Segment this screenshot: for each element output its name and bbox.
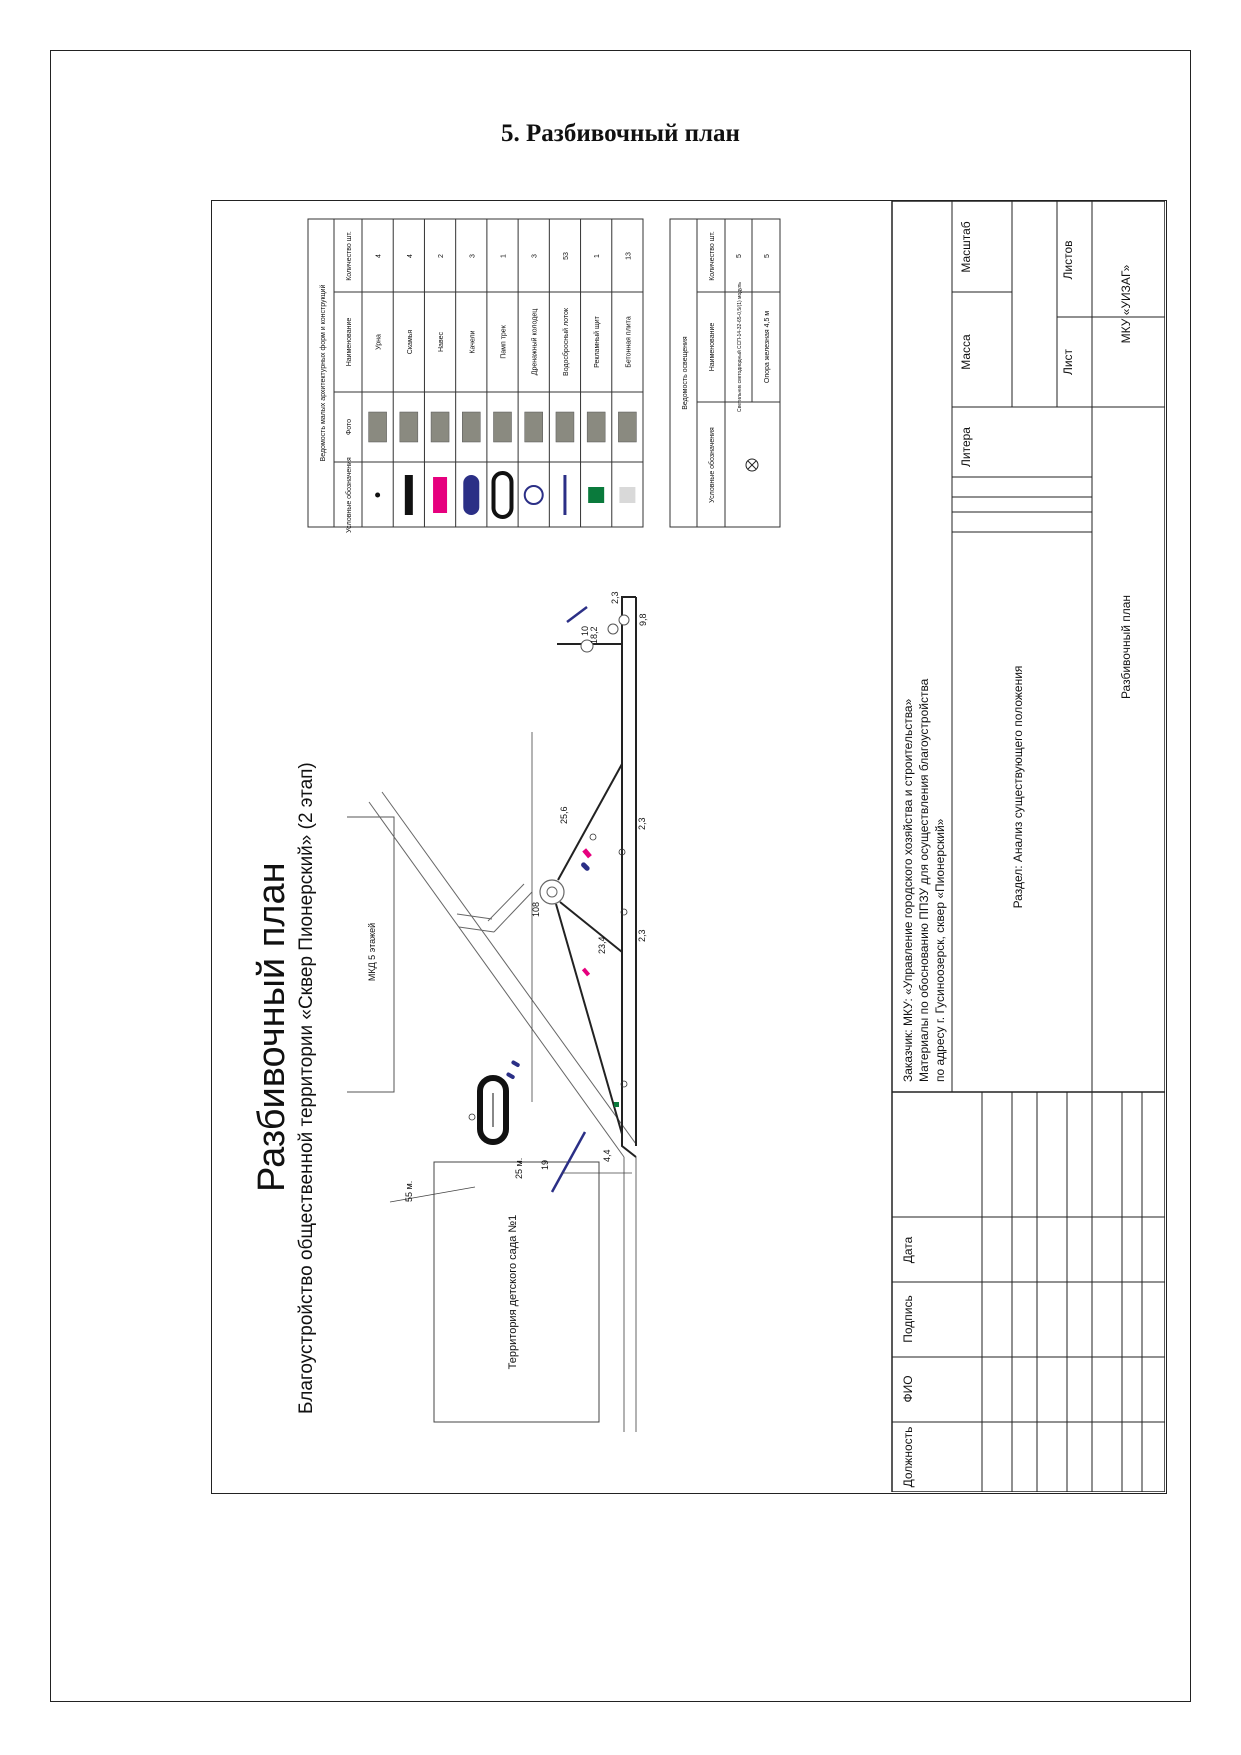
light-header-qty: Количество шт. [709, 231, 716, 281]
stamp-list: Лист [1061, 348, 1075, 376]
dim-10: 10 [580, 625, 590, 636]
stamp-col-signature: Подпись [901, 1295, 915, 1343]
bench-symbol-icon [405, 475, 413, 515]
stamp-col-date: Дата [901, 1236, 915, 1264]
canopy [582, 968, 590, 977]
dimension-lines [390, 732, 632, 1202]
page-heading: 5. Разбивочный план [501, 120, 740, 147]
light-caption: Ведомость освещения [682, 336, 689, 410]
plan-title: Разбивочный план [251, 862, 293, 1192]
urn-symbol-icon [375, 493, 380, 498]
stamp-col-name: ФИО [901, 1375, 915, 1403]
stamp-customer: Заказчик: МКУ: «Управление городского хозяйства и строительства» [901, 698, 915, 1082]
maf-row-qty: 3 [531, 254, 539, 258]
maf-row-qty: 1 [594, 254, 602, 258]
photo-thumbnail [494, 412, 512, 442]
stamp-materials: Материалы по обоснованию ППЗУ для осуществления благоустройства [917, 678, 931, 1082]
stamp-mass: Масса [959, 334, 973, 370]
billboard [614, 1102, 619, 1107]
stamp-org: МКУ «УИЗАГ» [1119, 264, 1133, 344]
dim-2-3-a: 2,3 [637, 929, 647, 942]
billboard-symbol-icon [588, 487, 604, 503]
stamp-lists: Листов [1061, 240, 1075, 280]
drain-well-symbol-icon [525, 486, 543, 504]
maf-header-name: Наименование [346, 317, 353, 367]
dim-2-3-b: 2,3 [637, 817, 647, 830]
photo-thumbnail [462, 412, 480, 442]
drain-well [619, 615, 629, 625]
maf-row-name: Водосбросный лоток [562, 308, 570, 376]
concrete-slab-symbol-icon [619, 487, 635, 503]
maf-header-photo: Фото [346, 418, 353, 436]
maf-row-name: Навес [438, 332, 446, 352]
canopy [582, 848, 592, 858]
swing [506, 1072, 516, 1080]
swing [511, 1060, 521, 1068]
maf-row-qty: 53 [562, 252, 570, 260]
light-table [670, 219, 780, 527]
photo-thumbnail [525, 412, 543, 442]
dim-18-2: 18,2 [589, 626, 599, 644]
dim-2-3-c: 2,3 [610, 591, 620, 604]
photo-thumbnail [618, 412, 636, 442]
maf-row-name: Скамья [406, 329, 414, 355]
plan-subtitle: Благоустройство общественной территории «Сквер Пионерский» (2 этап) [296, 762, 317, 1414]
dim-4-4: 4,4 [602, 1149, 612, 1162]
maf-row-name: Бетонная плита [625, 316, 633, 368]
photo-thumbnail [587, 412, 605, 442]
stamp-sheet-name: Разбивочный план [1119, 594, 1133, 700]
maf-rows [369, 219, 637, 527]
maf-row-qty: 13 [625, 252, 633, 260]
canopy-symbol-icon [433, 477, 447, 513]
kindergarten-label: Территория детского сада №1 [507, 1214, 519, 1370]
maf-header-qty: Количество шт. [346, 231, 353, 281]
site-plan-svg [212, 201, 1165, 1492]
light-row-2-name: Опора железная 4,5 м [764, 310, 771, 384]
walkways [369, 792, 636, 1432]
maf-row-qty: 4 [406, 254, 414, 258]
light-header-name: Наименование [709, 322, 716, 372]
maf-caption: Ведомость малых архитектурных форм и конструкций [320, 284, 327, 462]
stamp-section: Раздел: Анализ существующего положения [1011, 665, 1025, 909]
pump-track-symbol-icon [494, 473, 512, 517]
main-path [556, 597, 636, 1157]
light-header-symbol: Условные обозначения [709, 427, 716, 503]
maf-row-name: Рекламный щит [594, 316, 602, 368]
photo-thumbnail [400, 412, 418, 442]
dim-55: 55 м. [404, 1180, 414, 1202]
maf-row-qty: 1 [500, 254, 508, 258]
photo-thumbnail [369, 412, 387, 442]
stamp-litera: Литера [959, 427, 973, 467]
drain-tray-symbol-icon [563, 475, 566, 515]
dim-23-4: 23,4 [597, 936, 607, 954]
dim-19: 19 [540, 1159, 550, 1170]
stamp-col-position: Должность [901, 1426, 915, 1488]
maf-row-qty: 2 [438, 254, 446, 258]
photo-thumbnail [431, 412, 449, 442]
light-row-1-name: Светильник светодиодный ССП-14-32-65-0,5/(1) модуль [737, 282, 743, 412]
dim-25-6: 25,6 [559, 806, 569, 824]
maf-row-name: Памп трек [500, 325, 508, 359]
maf-header-symbol: Условные обозначения [346, 457, 353, 533]
photo-thumbnail [556, 412, 574, 442]
maf-row-name: Дренажный колодец [531, 308, 539, 376]
light-row-2-qty: 5 [764, 254, 771, 258]
swing [580, 861, 591, 872]
building-label: МКД 5 этажей [367, 922, 377, 982]
dim-108: 108 [531, 901, 541, 917]
swing-symbol-icon [463, 475, 479, 515]
drain-well [608, 624, 618, 634]
dim-9-8: 9,8 [638, 613, 648, 626]
maf-row-qty: 4 [375, 254, 383, 258]
stamp-address: по адресу г. Гусиноозерск, сквер «Пионерский» [933, 818, 947, 1082]
stamp-scale: Масштаб [959, 221, 973, 273]
maf-row-name: Урна [375, 334, 383, 350]
light-row-1-qty: 5 [736, 254, 743, 258]
maf-row-name: Качели [469, 330, 477, 354]
dim-25: 25 м. [514, 1157, 524, 1179]
crossed-circle-icon [746, 459, 758, 471]
sheet-canvas [212, 201, 1165, 1492]
maf-table [308, 219, 643, 533]
maf-row-qty: 3 [469, 254, 477, 258]
drawing-sheet [211, 200, 1167, 1494]
